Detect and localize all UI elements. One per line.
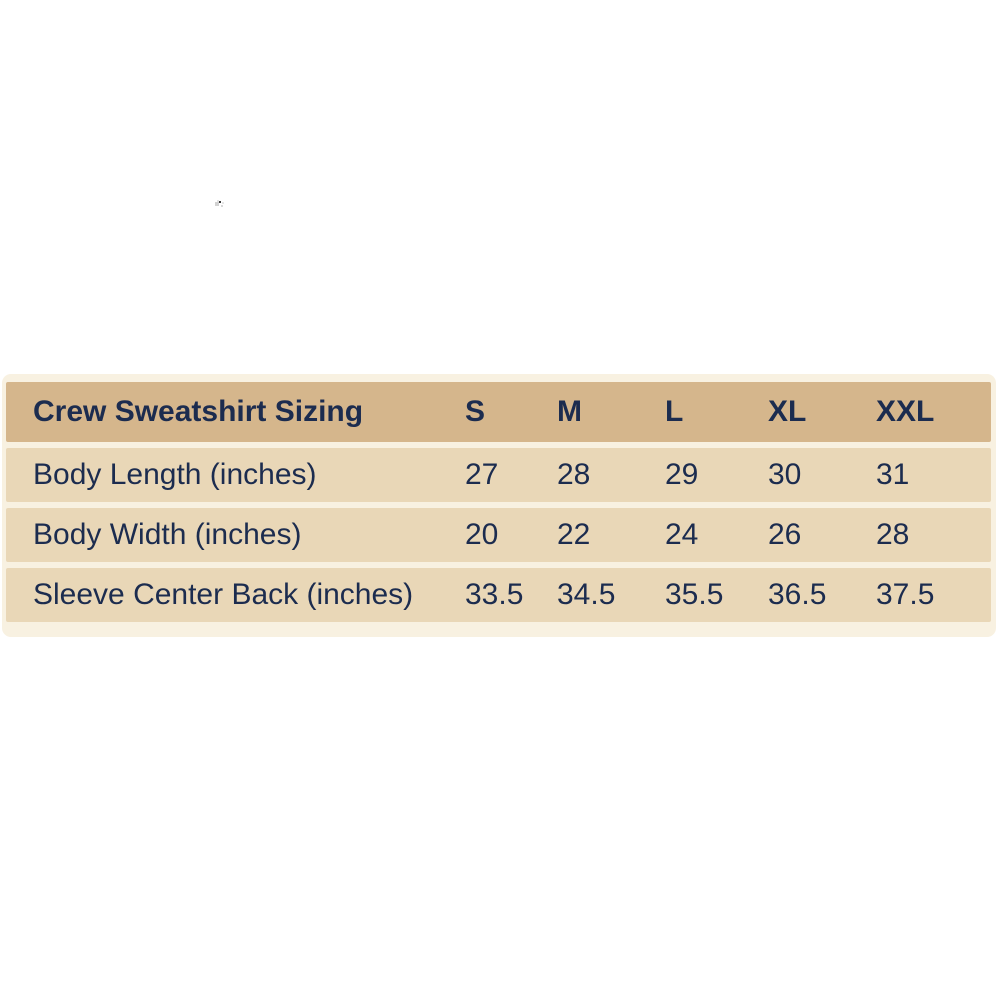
table-header-row (6, 382, 991, 442)
noise-speck (219, 201, 221, 203)
cell-value: 26 (768, 518, 802, 551)
table-title: Crew Sweatshirt Sizing (33, 395, 364, 428)
cell-value: 36.5 (768, 578, 827, 611)
cell-value: 20 (465, 518, 499, 551)
column-header-s: S (465, 395, 486, 428)
cell-value: 27 (465, 458, 499, 491)
table-row-body-width (6, 508, 991, 562)
cell-value: 33.5 (465, 578, 524, 611)
cell-value: 31 (876, 458, 910, 491)
row-label: Body Width (inches) (33, 518, 302, 551)
cell-value: 30 (768, 458, 802, 491)
cell-value: 34.5 (557, 578, 616, 611)
column-header-m: M (557, 395, 582, 428)
row-label: Sleeve Center Back (inches) (33, 578, 414, 611)
cell-value: 29 (665, 458, 699, 491)
cell-value: 28 (876, 518, 910, 551)
table-row-sleeve-center-back (6, 568, 991, 622)
row-label: Body Length (inches) (33, 458, 317, 491)
cell-value: 22 (557, 518, 591, 551)
column-header-xl: XL (768, 395, 807, 428)
column-header-xxl: XXL (876, 395, 935, 428)
column-header-l: L (665, 395, 684, 428)
cell-value: 35.5 (665, 578, 724, 611)
table-row-body-length (6, 448, 991, 502)
cell-value: 37.5 (876, 578, 935, 611)
sizing-chart-table (2, 374, 996, 637)
cell-value: 28 (557, 458, 591, 491)
cell-value: 24 (665, 518, 699, 551)
